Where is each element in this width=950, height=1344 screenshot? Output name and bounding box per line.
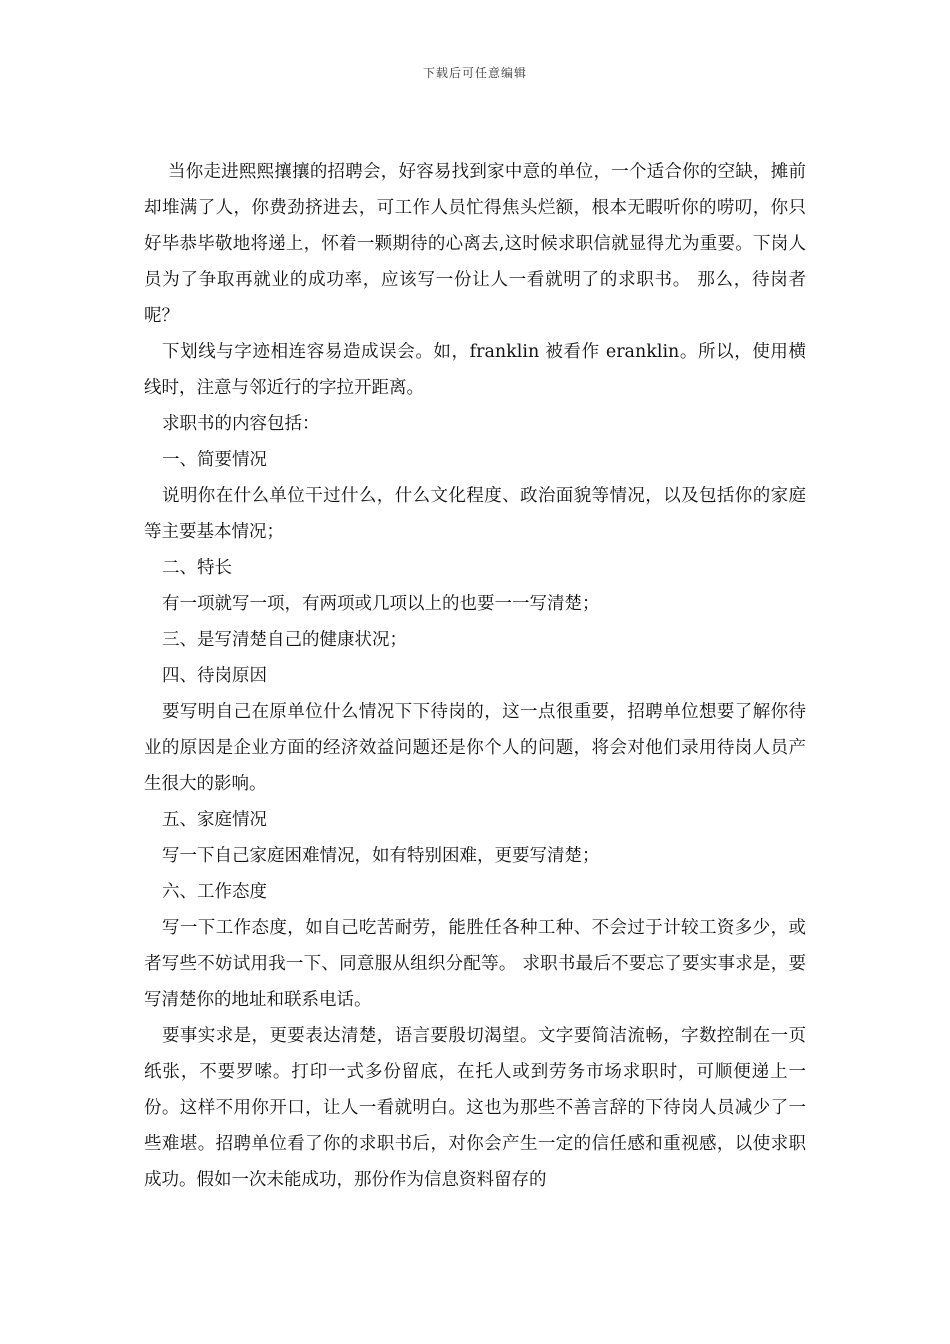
section-heading-reason: 四、待岗原因 (162, 666, 267, 686)
paragraph-family: 写一下自己家庭困难情况，如有特别困难，更要写清楚； (162, 846, 600, 866)
document-body (144, 154, 806, 1198)
page-header: 下载后可任意编辑 (422, 66, 527, 80)
paragraph-closing: 要事实求是，更要表达清楚，语言要殷切渴望。文字要简洁流畅，字数控制在一页纸张，不要罗嗦。打印一式多份留底，在托人或到劳务市场求职时，可顺便递上一份。这样不用你开口，让人一看就明白。这也为那些不善言辞的下待岗人员减少了一些难堪。招聘单位看了你的求职书后，对你会产生一定的信任感和重视感，以使求职成功。假如一次未能成功，那份作为信息资料留存的 (144, 1026, 806, 1190)
paragraph-intro: 当你走进熙熙攘攘的招聘会，好容易找到家中意的单位，一个适合你的空缺，摊前却堆满了人，你费劲挤进去，可工作人员忙得焦头烂额，根本无暇听你的唠叨，你只好毕恭毕敬地将递上，怀着一颗期待的心离去,这时候求职信就显得尤为重要。下岗人员为了争取再就业的成功率，应该写一份让人一看就明了的求职书。 那么，待岗者呢？ (144, 162, 806, 326)
paragraph-specialty: 有一项就写一项，有两项或几项以上的也要一一写清楚； (162, 594, 600, 614)
section-heading-attitude: 六、工作态度 (162, 882, 267, 902)
paragraph-underline-note: 下划线与字迹相连容易造成误会。如，franklin 被看作 eranklin。所以，使用横线时，注意与邻近行的字拉开距离。 (144, 342, 806, 398)
section-heading-specialty: 二、特长 (162, 558, 232, 578)
paragraph-contents-heading: 求职书的内容包括： (162, 414, 320, 434)
section-heading-health: 三、是写清楚自己的健康状况； (162, 630, 407, 650)
paragraph-reason: 要写明自己在原单位什么情况下下待岗的，这一点很重要，招聘单位想要了解你待业的原因是企业方面的经济效益问题还是你个人的问题，将会对他们录用待岗人员产生很大的影响。 (144, 702, 806, 794)
section-heading-family: 五、家庭情况 (162, 810, 267, 830)
paragraph-summary: 说明你在什么单位干过什么，什么文化程度、政治面貌等情况，以及包括你的家庭等主要基本情况； (144, 486, 806, 542)
section-heading-summary: 一、简要情况 (162, 450, 267, 470)
paragraph-attitude: 写一下工作态度，如自己吃苦耐劳，能胜任各种工种、不会过于计较工资多少，或者写些不妨试用我一下、同意服从组织分配等。 求职书最后不要忘了要实事求是，要写清楚你的地址和联系电话。 (144, 918, 806, 1010)
